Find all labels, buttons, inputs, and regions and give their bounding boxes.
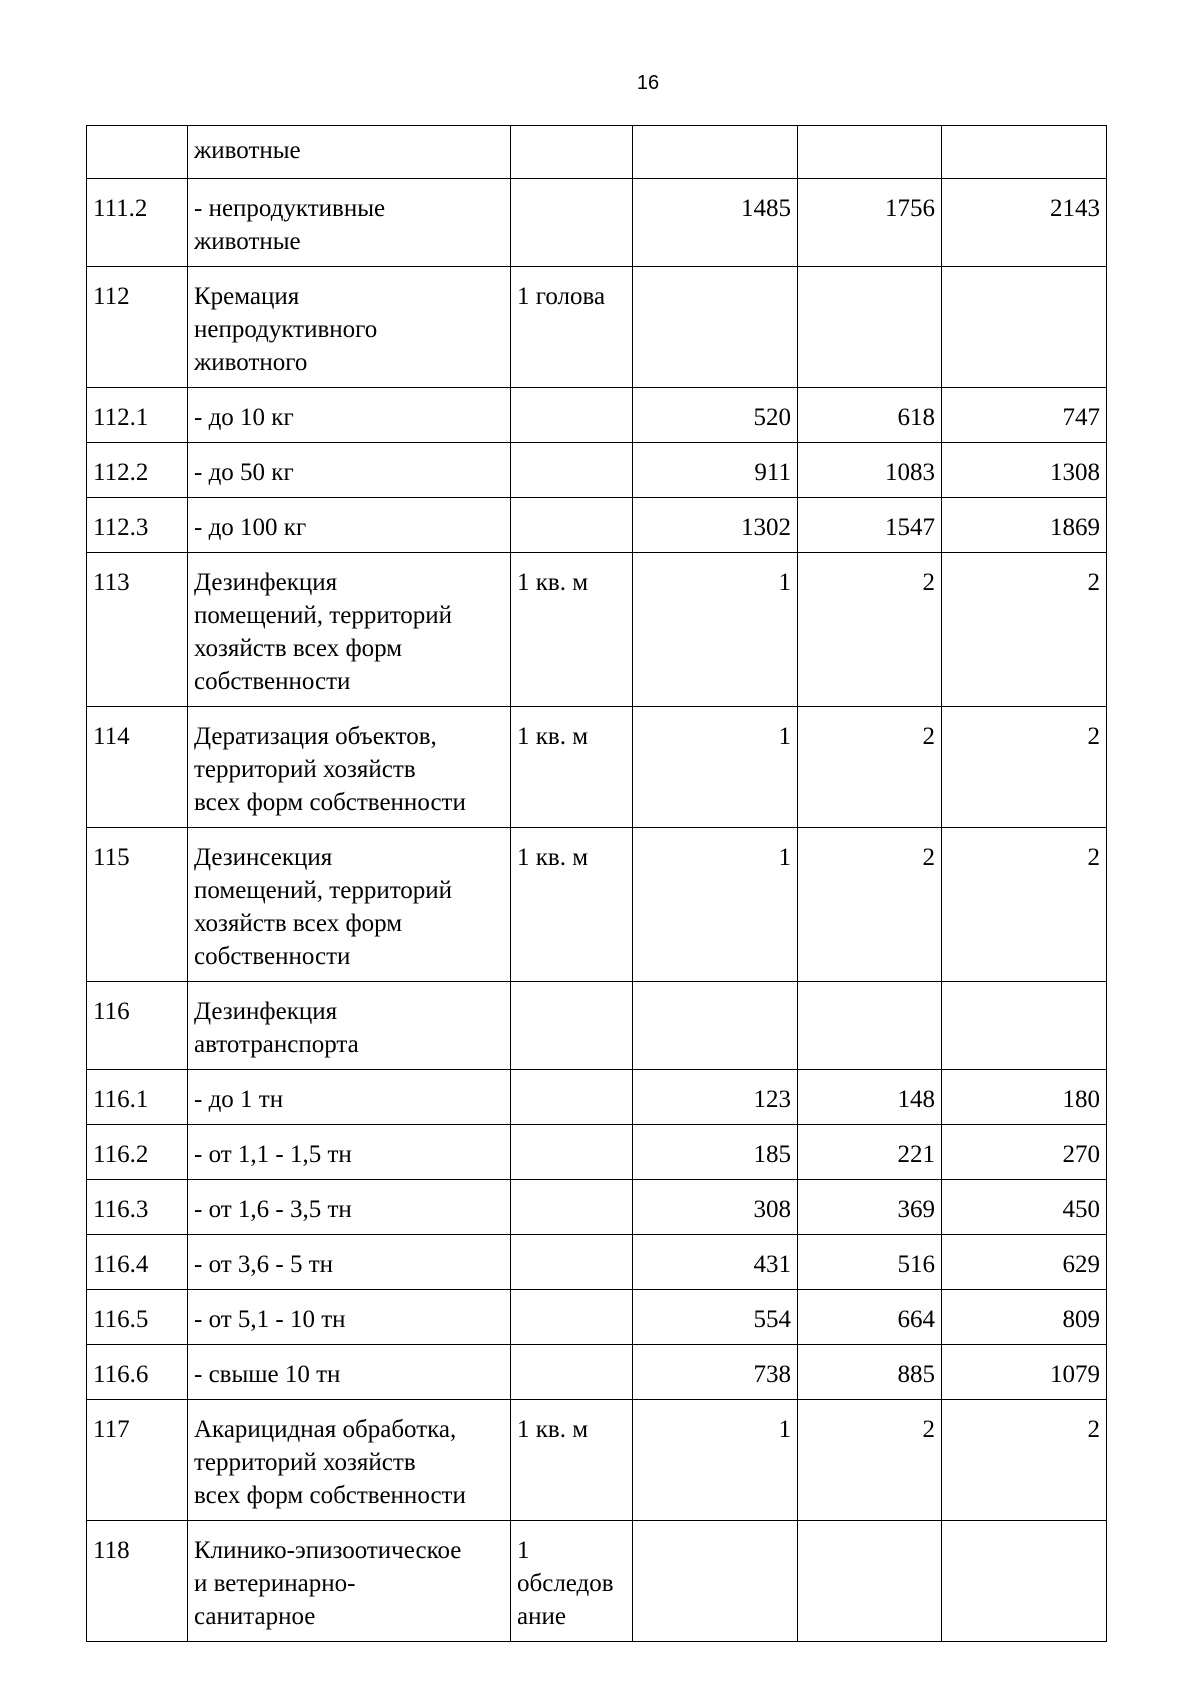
- row-code: 118: [87, 1521, 188, 1642]
- row-unit: [511, 1290, 633, 1345]
- row-unit: 1 кв. м: [511, 553, 633, 707]
- row-value-1: 1: [633, 553, 798, 707]
- row-unit: [511, 982, 633, 1070]
- row-code: 111.2: [87, 179, 188, 267]
- row-code: [87, 126, 188, 179]
- row-unit: 1 кв. м: [511, 1400, 633, 1521]
- row-name: - от 1,6 - 3,5 тн: [188, 1180, 511, 1235]
- price-table: [86, 125, 1107, 1642]
- table-row: [87, 1180, 1107, 1235]
- table-row: [87, 1400, 1107, 1521]
- row-value-2: 618: [798, 388, 942, 443]
- row-value-3: [942, 982, 1107, 1070]
- table-row: [87, 828, 1107, 982]
- row-name: - свыше 10 тн: [188, 1345, 511, 1400]
- row-value-1: 554: [633, 1290, 798, 1345]
- row-unit: 1 голова: [511, 267, 633, 388]
- row-value-2: 2: [798, 553, 942, 707]
- row-name: Дезинфекция автотранспорта: [188, 982, 511, 1070]
- row-unit: [511, 126, 633, 179]
- row-value-1: 123: [633, 1070, 798, 1125]
- page-number: 16: [636, 72, 660, 94]
- row-value-3: 2: [942, 828, 1107, 982]
- row-code: 116.4: [87, 1235, 188, 1290]
- row-value-3: 629: [942, 1235, 1107, 1290]
- table-row: [87, 1290, 1107, 1345]
- row-code: 116.6: [87, 1345, 188, 1400]
- row-name: Дератизация объектов, территорий хозяйств всех форм собственности: [188, 707, 511, 828]
- row-code: 116.3: [87, 1180, 188, 1235]
- row-value-2: 516: [798, 1235, 942, 1290]
- row-code: 116: [87, 982, 188, 1070]
- row-code: 112.1: [87, 388, 188, 443]
- row-name: - непродуктивные животные: [188, 179, 511, 267]
- table-row: [87, 1070, 1107, 1125]
- table-row: [87, 707, 1107, 828]
- row-name: - до 1 тн: [188, 1070, 511, 1125]
- row-value-2: [798, 267, 942, 388]
- row-value-2: 885: [798, 1345, 942, 1400]
- row-unit: [511, 1235, 633, 1290]
- table-row: [87, 498, 1107, 553]
- row-value-3: 270: [942, 1125, 1107, 1180]
- row-code: 112: [87, 267, 188, 388]
- row-value-2: 2: [798, 828, 942, 982]
- row-unit: [511, 388, 633, 443]
- row-value-2: 148: [798, 1070, 942, 1125]
- row-name: Дезинфекция помещений, территорий хозяйств всех форм собственности: [188, 553, 511, 707]
- row-name: - до 50 кг: [188, 443, 511, 498]
- table-row: [87, 443, 1107, 498]
- row-value-2: [798, 982, 942, 1070]
- row-code: 115: [87, 828, 188, 982]
- row-code: 114: [87, 707, 188, 828]
- row-value-1: 308: [633, 1180, 798, 1235]
- row-code: 112.2: [87, 443, 188, 498]
- table-row: [87, 388, 1107, 443]
- row-value-1: [633, 1521, 798, 1642]
- row-unit: [511, 1180, 633, 1235]
- row-value-2: 221: [798, 1125, 942, 1180]
- price-table-body: [87, 126, 1107, 1642]
- row-name: - от 3,6 - 5 тн: [188, 1235, 511, 1290]
- table-row: [87, 553, 1107, 707]
- row-value-1: [633, 126, 798, 179]
- row-value-1: 1: [633, 1400, 798, 1521]
- row-name: Клинико-эпизоотическое и ветеринарно- санитарное: [188, 1521, 511, 1642]
- row-value-3: 450: [942, 1180, 1107, 1235]
- row-code: 117: [87, 1400, 188, 1521]
- table-row: [87, 1125, 1107, 1180]
- row-code: 112.3: [87, 498, 188, 553]
- row-value-2: 1756: [798, 179, 942, 267]
- row-value-2: 2: [798, 1400, 942, 1521]
- row-value-2: 664: [798, 1290, 942, 1345]
- row-name: Дезинсекция помещений, территорий хозяйств всех форм собственности: [188, 828, 511, 982]
- table-row: [87, 179, 1107, 267]
- row-code: 116.1: [87, 1070, 188, 1125]
- table-row: [87, 982, 1107, 1070]
- table-row: [87, 1521, 1107, 1642]
- row-value-3: 1869: [942, 498, 1107, 553]
- row-value-3: [942, 1521, 1107, 1642]
- row-name: - до 100 кг: [188, 498, 511, 553]
- row-value-2: 1083: [798, 443, 942, 498]
- row-name: - от 1,1 - 1,5 тн: [188, 1125, 511, 1180]
- row-value-1: 1: [633, 707, 798, 828]
- row-name: Акарицидная обработка, территорий хозяйств всех форм собственности: [188, 1400, 511, 1521]
- row-value-1: 1: [633, 828, 798, 982]
- row-value-2: 2: [798, 707, 942, 828]
- row-name: животные: [188, 126, 511, 179]
- row-value-1: [633, 982, 798, 1070]
- row-value-3: 2143: [942, 179, 1107, 267]
- row-code: 116.5: [87, 1290, 188, 1345]
- row-unit: [511, 498, 633, 553]
- row-unit: 1 кв. м: [511, 828, 633, 982]
- row-unit: [511, 1125, 633, 1180]
- row-unit: [511, 1345, 633, 1400]
- row-unit: 1 обследов ание: [511, 1521, 633, 1642]
- row-value-3: 2: [942, 707, 1107, 828]
- row-value-1: 738: [633, 1345, 798, 1400]
- row-value-2: 369: [798, 1180, 942, 1235]
- row-value-2: [798, 126, 942, 179]
- row-value-3: 2: [942, 1400, 1107, 1521]
- row-code: 113: [87, 553, 188, 707]
- table-row: [87, 1345, 1107, 1400]
- row-value-3: 809: [942, 1290, 1107, 1345]
- row-value-3: [942, 267, 1107, 388]
- row-value-1: 911: [633, 443, 798, 498]
- row-value-1: [633, 267, 798, 388]
- row-unit: [511, 179, 633, 267]
- row-code: 116.2: [87, 1125, 188, 1180]
- row-value-1: 1302: [633, 498, 798, 553]
- row-value-3: 180: [942, 1070, 1107, 1125]
- row-value-1: 1485: [633, 179, 798, 267]
- row-unit: 1 кв. м: [511, 707, 633, 828]
- row-value-2: 1547: [798, 498, 942, 553]
- row-value-3: 747: [942, 388, 1107, 443]
- row-unit: [511, 1070, 633, 1125]
- row-value-1: 185: [633, 1125, 798, 1180]
- table-row: [87, 1235, 1107, 1290]
- row-value-3: [942, 126, 1107, 179]
- row-name: Кремация непродуктивного животного: [188, 267, 511, 388]
- row-value-1: 520: [633, 388, 798, 443]
- row-value-3: 1308: [942, 443, 1107, 498]
- row-unit: [511, 443, 633, 498]
- row-name: - от 5,1 - 10 тн: [188, 1290, 511, 1345]
- table-row: [87, 267, 1107, 388]
- row-name: - до 10 кг: [188, 388, 511, 443]
- row-value-3: 1079: [942, 1345, 1107, 1400]
- row-value-1: 431: [633, 1235, 798, 1290]
- table-row: [87, 126, 1107, 179]
- row-value-2: [798, 1521, 942, 1642]
- row-value-3: 2: [942, 553, 1107, 707]
